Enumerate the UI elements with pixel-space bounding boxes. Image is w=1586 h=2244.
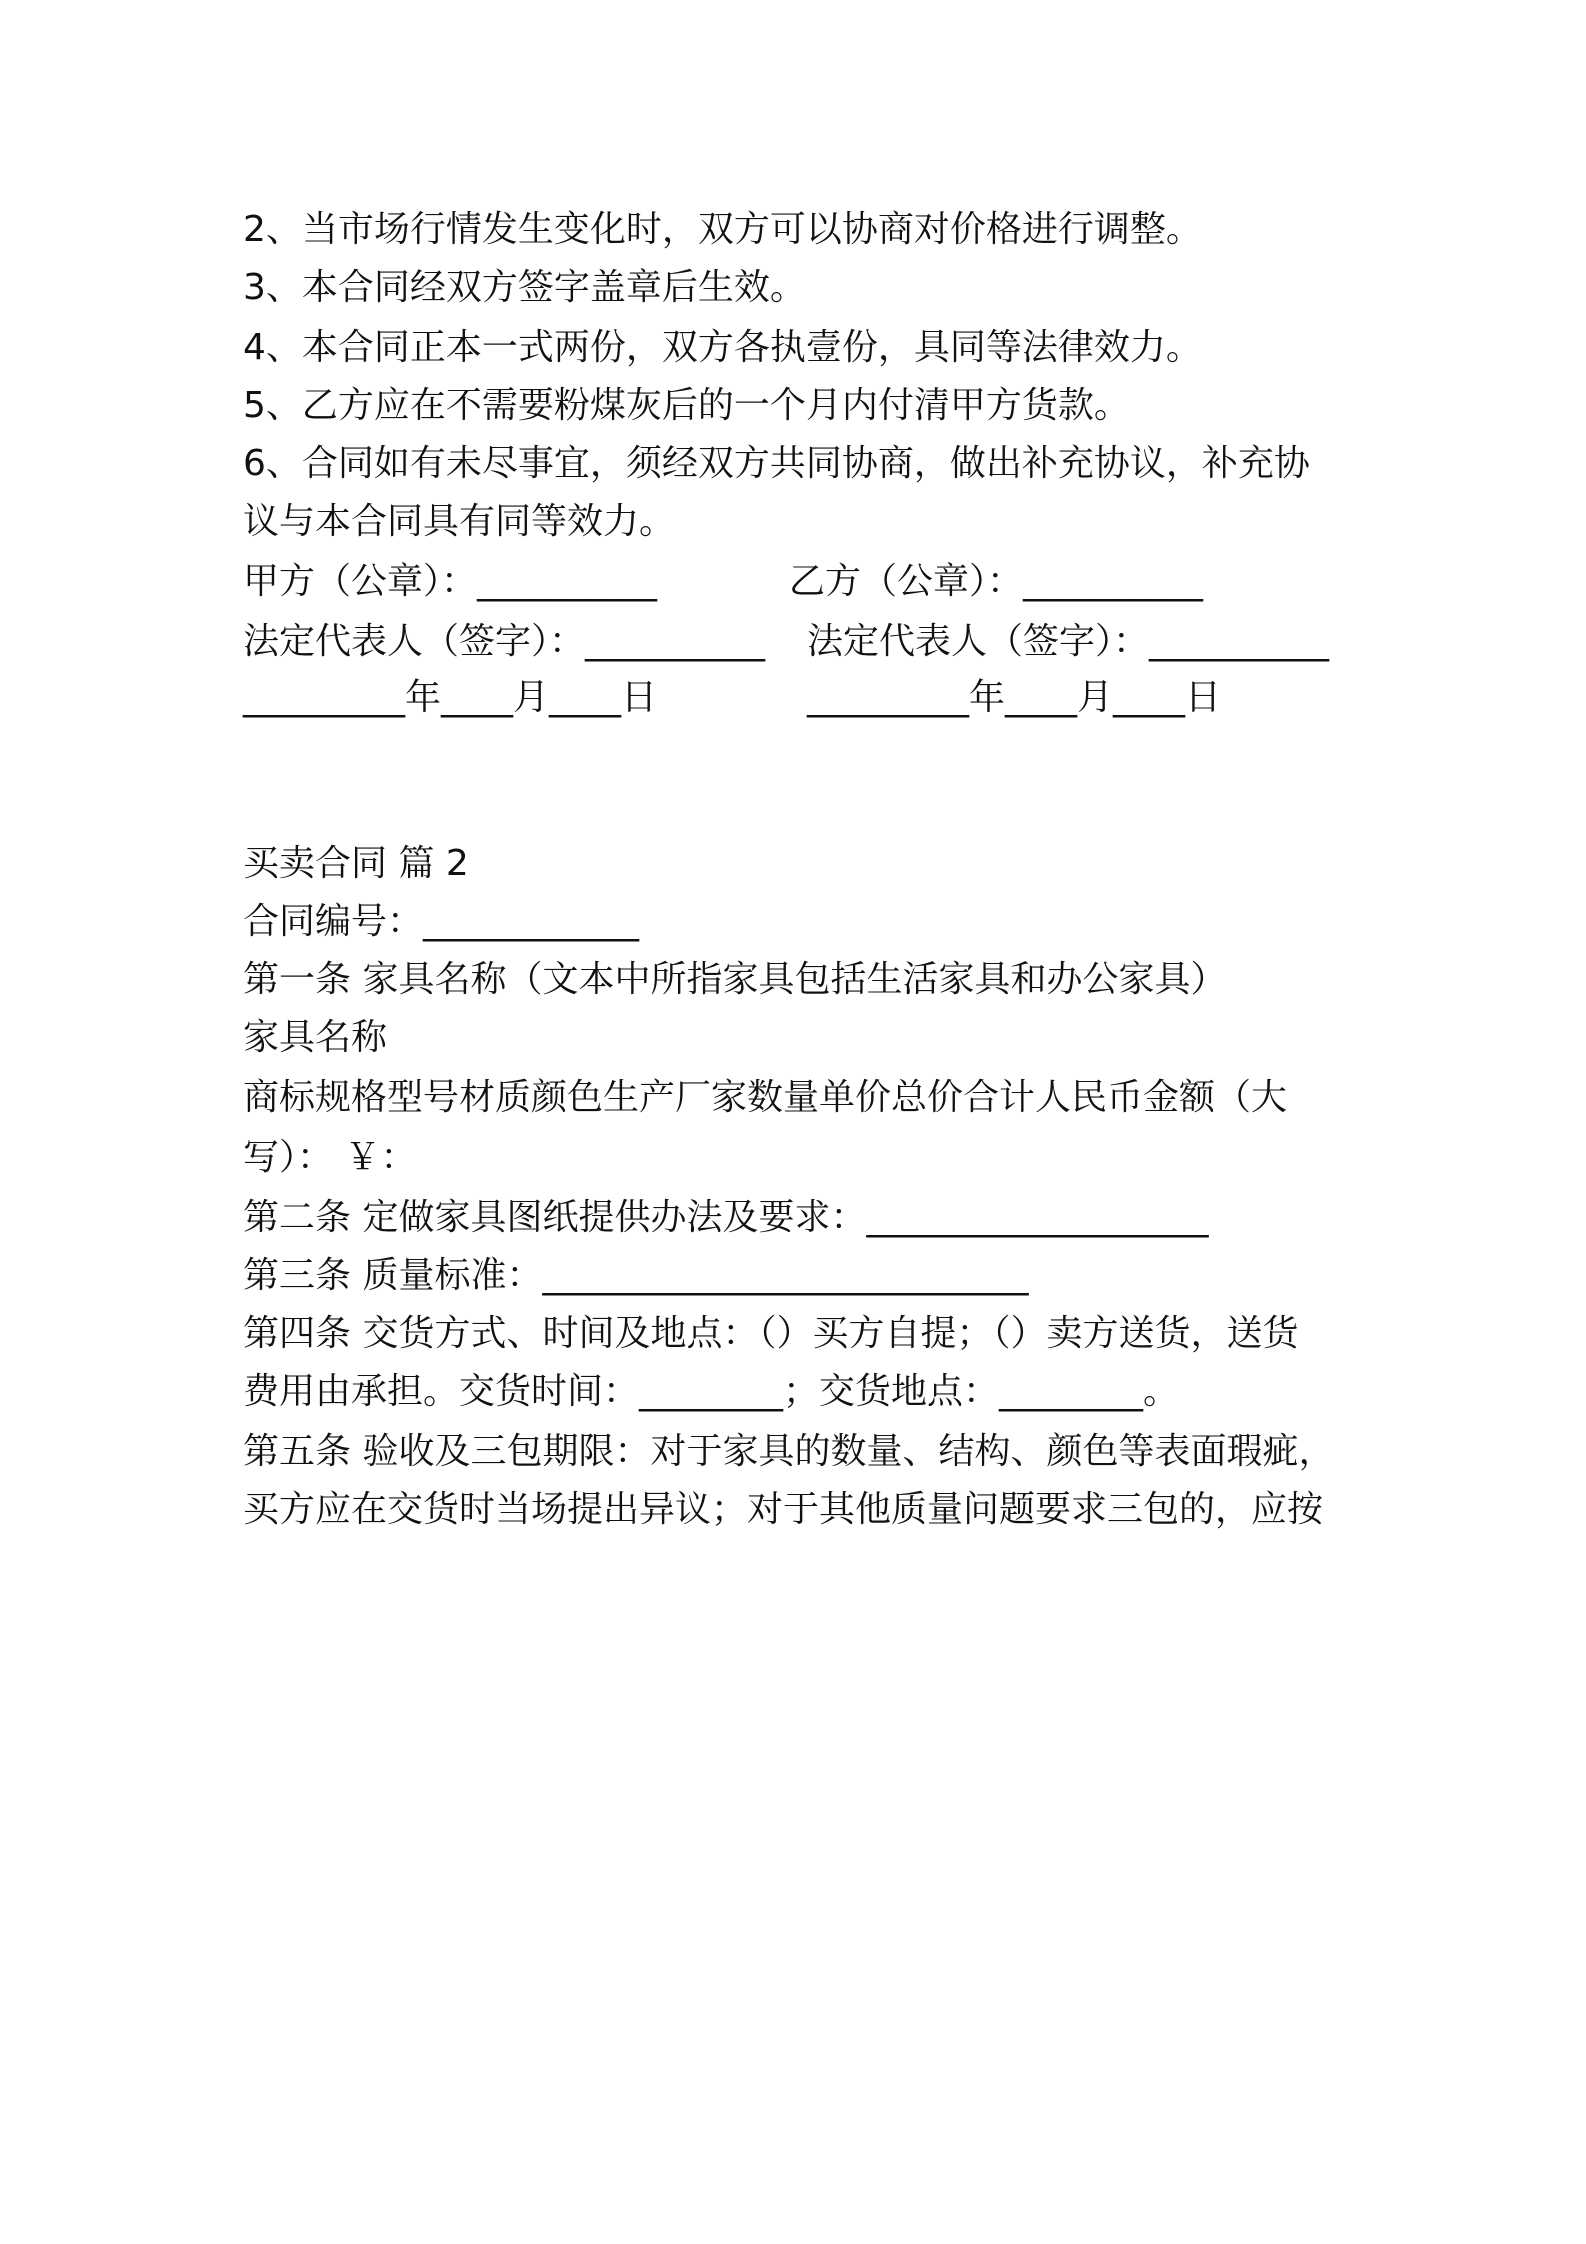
clause-4: 4、本合同正本一式两份，双方各执壹份，具同等法律效力。: [243, 327, 1202, 368]
contract-number: 合同编号：____________: [243, 901, 640, 942]
party-b-seal: 乙方（公章）：__________: [789, 561, 1204, 602]
article-3: 第三条 质量标准：___________________________: [243, 1255, 1029, 1296]
article-2: 第二条 定做家具图纸提供办法及要求：___________________: [243, 1197, 1209, 1238]
article-5-line-2: 买方应在交货时当场提出异议；对于其他质量问题要求三包的，应按: [243, 1489, 1324, 1530]
clause-6-line-2: 议与本合同具有同等效力。: [243, 501, 676, 542]
party-a-representative: 法定代表人（签字）：__________: [243, 621, 766, 662]
seal-row: [243, 560, 1373, 604]
article-4-line-1: 第四条 交货方式、时间及地点：（）买方自提；（）卖方送货，送货: [243, 1313, 1299, 1354]
article-4-line-2: 费用由承担。交货时间：________；交货地点：________。: [243, 1371, 1180, 1412]
party-b-representative: 法定代表人（签字）：__________: [807, 621, 1330, 662]
clause-5: 5、乙方应在不需要粉煤灰后的一个月内付清甲方货款。: [243, 385, 1130, 426]
party-a-seal: 甲方（公章）：__________: [243, 561, 658, 602]
article-5-line-1: 第五条 验收及三包期限：对于家具的数量、结构、颜色等表面瑕疵，: [243, 1431, 1335, 1472]
section-heading: 买卖合同 篇 2: [243, 843, 469, 884]
item-columns-line-1: 商标规格型号材质颜色生产厂家数量单价总价合计人民币金额（大: [243, 1077, 1288, 1118]
clause-3: 3、本合同经双方签字盖章后生效。: [243, 267, 806, 308]
item-columns-line-2: 写）： ￥：: [243, 1137, 417, 1178]
date-row: [243, 676, 1373, 720]
article-1: 第一条 家具名称（文本中所指家具包括生活家具和办公家具）: [243, 959, 1227, 1000]
representative-row: [243, 620, 1373, 664]
clause-2: 2、当市场行情发生变化时，双方可以协商对价格进行调整。: [243, 209, 1202, 250]
party-b-date: _________年____月____日: [807, 677, 1221, 718]
furniture-name-label: 家具名称: [243, 1017, 388, 1058]
clause-6-line-1: 6、合同如有未尽事宜，须经双方共同协商，做出补充协议，补充协: [243, 443, 1310, 484]
party-a-date: _________年____月____日: [243, 677, 657, 718]
